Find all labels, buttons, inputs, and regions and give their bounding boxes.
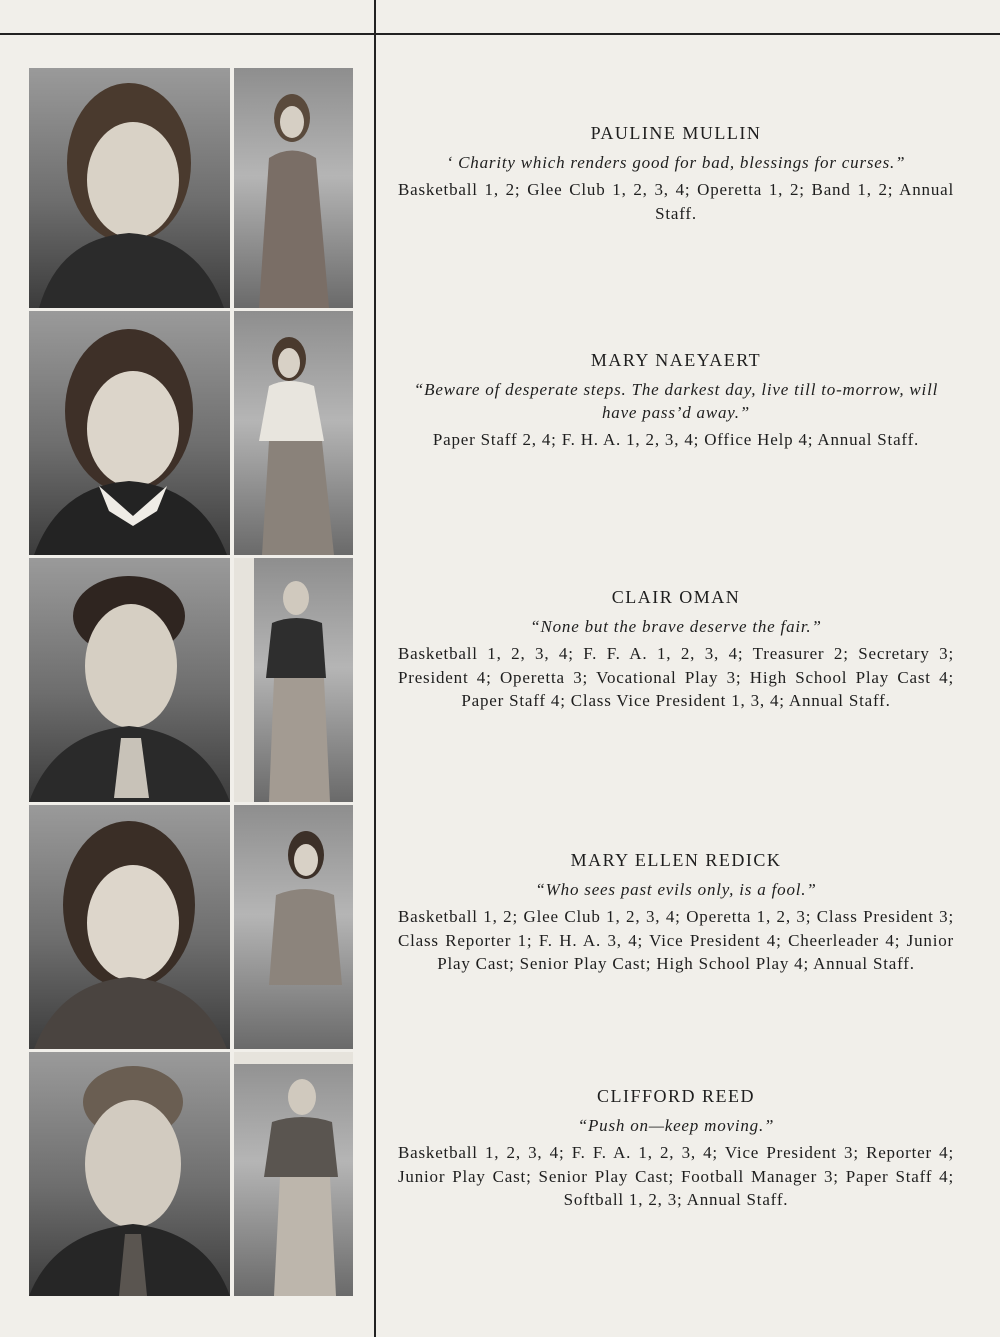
- photo-column: [29, 68, 353, 1296]
- photo-row-clair-oman: [29, 558, 353, 802]
- student-activities: Basketball 1, 2; Glee Club 1, 2, 3, 4; Operetta 1, 2, 3; Class President 3; Class Reporter 1; F. H. A. 3, 4; Vice President 4; Cheerleader 4; Junior Play Cast; Senior Play Cast; High School Play 4; Annual Staff.: [398, 907, 954, 973]
- student-name: MARY ELLEN REDICK: [570, 850, 782, 870]
- student-entry: [398, 1084, 954, 1212]
- student-quote: “None but the brave deserve the fair.”: [530, 617, 822, 636]
- student-entry: [398, 348, 954, 452]
- portrait-photo: [29, 68, 230, 308]
- student-activities: Basketball 1, 2; Glee Club 1, 2, 3, 4; Operetta 1, 2; Band 1, 2; Annual Staff.: [398, 180, 954, 223]
- student-entry: [398, 121, 954, 225]
- student-activities: Basketball 1, 2, 3, 4; F. F. A. 1, 2, 3, 4; Treasurer 2; Secretary 3; President 4; Operetta 3; Vocational Play 3; High School Play Cast 4; Paper Staff 4; Class Vice President 1, 3, 4; Annual Staff.: [398, 644, 954, 710]
- candid-photo: [234, 1052, 353, 1296]
- candid-photo: [234, 558, 353, 802]
- student-entry: [398, 585, 954, 713]
- column-divider: [374, 0, 376, 1337]
- portrait-photo: [29, 311, 230, 555]
- student-name: MARY NAEYAERT: [590, 350, 762, 370]
- student-activities: Basketball 1, 2, 3, 4; F. F. A. 1, 2, 3, 4; Vice President 3; Reporter 4; Junior Play Cast; Senior Play Cast; Football Manager 3; Paper Staff 4; Softball 1, 2, 3; Annual Staff.: [398, 1143, 954, 1209]
- portrait-photo: [29, 1052, 230, 1296]
- candid-photo: [234, 311, 353, 555]
- student-quote: “Push on—keep moving.”: [577, 1116, 775, 1135]
- photo-row-pauline-mullin: [29, 68, 353, 308]
- top-rule: [0, 33, 1000, 35]
- photo-row-clifford-reed: [29, 1052, 353, 1296]
- student-quote: “Beware of desperate steps. The darkest day, live till to-morrow, will have pass’d away.”: [413, 380, 939, 422]
- photo-row-mary-naeyaert: [29, 311, 353, 555]
- student-name: CLIFFORD REED: [596, 1086, 755, 1106]
- photo-row-mary-ellen-redick: [29, 805, 353, 1049]
- student-entry: [398, 848, 954, 976]
- student-name: PAULINE MULLIN: [590, 123, 762, 143]
- portrait-photo: [29, 805, 230, 1049]
- student-activities: Paper Staff 2, 4; F. H. A. 1, 2, 3, 4; Office Help 4; Annual Staff.: [432, 430, 920, 449]
- portrait-photo: [29, 558, 230, 802]
- student-quote: ‘ Charity which renders good for bad, blessings for curses.”: [446, 153, 906, 172]
- candid-photo: [234, 805, 353, 1049]
- student-quote: “Who sees past evils only, is a fool.”: [535, 880, 817, 899]
- candid-photo: [234, 68, 353, 308]
- student-name: CLAIR OMAN: [611, 587, 741, 607]
